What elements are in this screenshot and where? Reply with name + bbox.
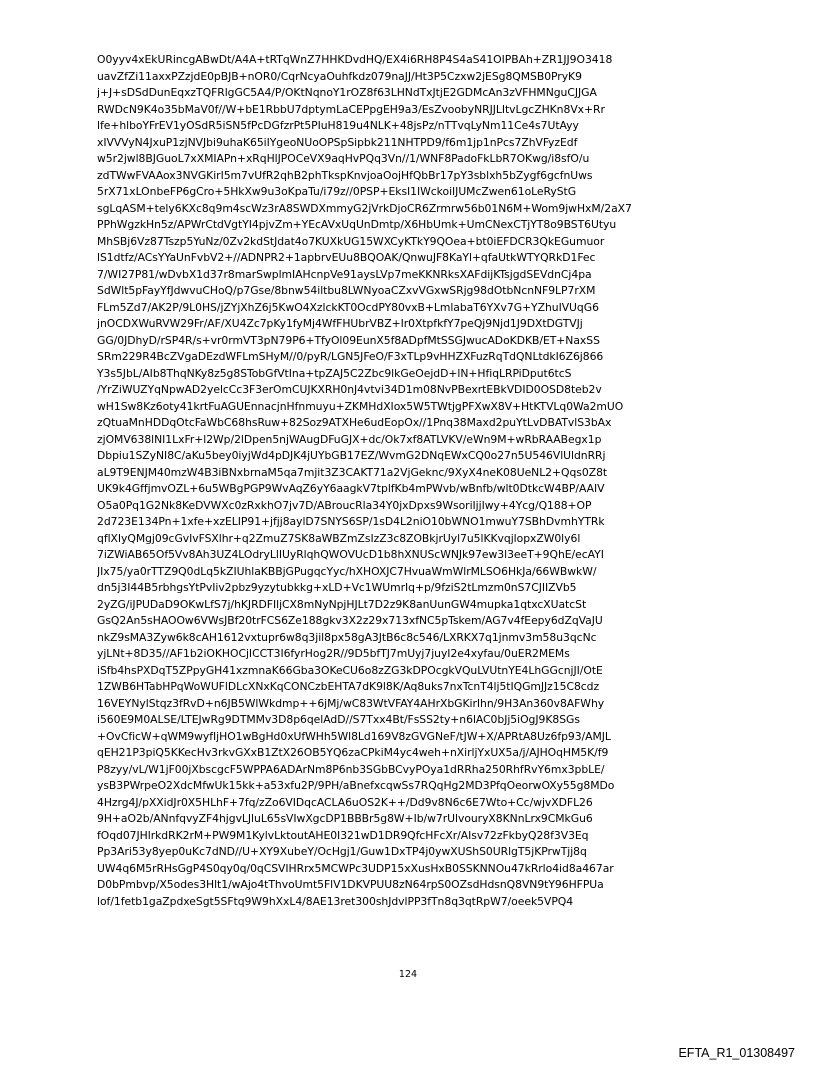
text-line: iSfb4hsPXDqT5ZPpyGH41xzmnaK66Gba3OKeCU6o8zZG3kDPOcgkVQuLVUtnYE4LhGGcnjJI/OtE — [97, 663, 603, 677]
text-line: 2yZG/iJPUDaD9OKwLfS7j/hKJRDFIljCX8mNyNpjHJLt7D2z9K8anUunGW4mupka1qtxcXUatcSt — [97, 597, 587, 611]
text-line: D0bPmbvp/X5odes3Hlt1/wAjo4tThvoUmt5FlV1DKVPUU8zN64rpS0OZsdHdsnQ8VN9tY96HFPUa — [97, 878, 604, 891]
text-line: 4Hzrg4J/pXXidJr0X5HLhF+7fq/zZo6VIDqcACLA6uOS2K++/Dd9v8N6c6E7Wto+Cc/wjvXDFL26 — [97, 795, 593, 809]
text-line: wH1Sw8Kz6oty41krtFuAGUEnnacjnHfnmuyu+ZKMHdXIox5W5TWtjgPFXwX8V+HtKTVLq0Wa2mUO — [97, 399, 624, 413]
text-line: RWDcN9K4o35bMaV0f//W+bE1RbbU7dptymLaCEPpgEH9a3/EsZvoobyNRJJLItvLgcZHKn8Vx+Rr — [97, 102, 605, 116]
text-line: 2d723E134Pn+1xfe+xzELIP91+jfjj8aylD7SNYS6SP/1sD4L2niO10bWNO1mwuY7SBhDvmhYTRk — [97, 515, 605, 528]
text-line: MhSBj6Vz87Tszp5YuNz/0Zv2kdStJdat4o7KUXkUG15WXCyKTkY9QOea+bt0iEFDCR3QkEGumuor — [97, 234, 605, 248]
text-line: aL9T9ENJM40mzW4B3iBNxbrnaM5qa7mjit3Z3CAKT71a2VjGeknc/9XyX4neK08UeNL2+Qqs0Z8t — [97, 465, 608, 479]
text-line: dn5j3I44B5rbhgsYtPvIiv2pbz9yzytubkkg+xLD+Vc1WUmrIq+p/9fziS2tLmzm0nS7CJIIZVb5 — [97, 581, 577, 594]
text-line: UK9k4GffjmvOZL+6u5WBgPGP9WvAqZ6yY6aagkV7tplfKb4mPWvb/wBnfb/wlt0DtkcW4BP/AAIV — [97, 482, 605, 495]
document-id: EFTA_R1_01308497 — [678, 1046, 795, 1060]
text-line: 16VEYNylStqz3fRvD+n6JB5WlWkdmp++6jMj/wC83WtVFAY4AHrXbGKirIhn/9H3An360v8AFWhy — [97, 696, 605, 710]
text-line: lfe+hlboYFrEV1yOSdR5iSN5fPcDGfzrPt5PIuH819u4NLK+48jsPz/nTTvqLyNm11Ce4s7UtAyy — [97, 119, 579, 132]
text-line: SdWlt5pFayYfJdwvuCHoQ/p7Gse/8bnw54iltbu8LWNyoaCZxvVGxwSRjg98dOtbNcnNF9LP7rXM — [97, 284, 596, 297]
text-line: 7/WI27P81/wDvbX1d37r8marSwplmIAHcnpVe91aysLVp7meKKNRksXAFdijKTsjgdSEVdnCj4pa — [97, 267, 592, 281]
text-line: w5r2jwl8BJGuoL7xXMIAPn+xRqHlJPOCeVX9aqHvPQq3Vn//1/WNF8PadoFkLbR7OKwg/i8sfO/u — [97, 152, 590, 165]
encoded-text-block — [97, 52, 737, 910]
text-line: 7iZWiAB65Of5Vv8Ah3UZ4LOdryLlIUyRlqhQWOVUcD1b8hXNUScWNJk97ew3l3eeT+9QhE/ecAYI — [97, 548, 604, 561]
text-line: qEH21P3piQ5KKecHv3rkvGXxB1ZtX26OB5YQ6zaCPkiM4yc4weh+nXirljYxUX5a/j/AJHOqHM5K/f9 — [97, 746, 609, 759]
text-line: /YrZiWUZYqNpwAD2yelcCc3F3erOmCUJKXRH0nJ4vtvi34D1m08NvPBexrtEBkVDID0OSD8teb2v — [97, 383, 602, 396]
text-line: FLm5Zd7/AK2P/9L0HS/jZYjXhZ6j5KwO4XzlckKT0OcdPY80vxB+LmlabaT6YXv7G+YZhuIVUqG6 — [97, 300, 599, 314]
text-line: UW4q6M5rRHsGgP4S0qy0q/0qCSVIHRrx5MCWPc3UDP15xXusHxB0SSKNNOu47kRrlo4id8a467ar — [97, 861, 614, 875]
text-line: zdTWwFVAAox3NVGKirI5m7vUfR2qhB2phTkspKnvjoaOojHfQbBr17pY3sblxh5bZygf6gcfnUws — [97, 168, 593, 182]
text-line: xIVVVyN4JxuP1zjNVJbi9uhaK65iIYgeoNUoOPSpSipbk211NHTPD9/f6m1jp1nPcs7ZhVFyzEdf — [97, 135, 578, 149]
text-line: JIx75/ya0rTTZ9Q0dLq5kZIUhlaKBBjGPugqcYyc/hXHOXJC7HvuaWmWlrMLSO6HkJa/66WBwkW/ — [97, 564, 597, 578]
text-line: Pp3Ari53y8yep0uKc7dND//U+XY9XubeY/OcHgj1/Guw1DxTP4j0ywXUShS0URlgT5jKPrwTjj8q — [97, 845, 587, 858]
text-line: j+J+sDSdDunEqxzTQFRlgGC5A4/P/OKtNqnoY1rOZ8f63LHNdTxJtjE2GDMcAn3zVFHMNguCJJGA — [97, 86, 597, 99]
text-line: ysB3PWrpeO2XdcMfwUk15kk+a53xfu2P/9PH/aBnefxcqwSs7RQqHg2MD3PfqOeorwOXy55g8MDo — [97, 779, 615, 792]
text-line: 1ZWB6HTabHPqWoWUFlDLcXNxKqCONCzbEHTA7dK9l8K/Aq8uks7nxTcnT4lj5tIQGmJJz15C8cdz — [97, 680, 600, 693]
text-line: jnOCDXWuRVW29Fr/AF/XU4Zc7pKy1fyMj4WfFHUbrVBZ+Ir0XtpfkfY7peQj9Njd1J9DXtDGTVJj — [97, 317, 583, 330]
text-line: qflXIyQMgj09cGvIvFSXlhr+q2ZmuZ7SK8aWBZmZsIzZ3c8ZOBkjrUyl7u5lKKvqjlopxZW0ly6l — [97, 531, 581, 545]
text-line: zjOMV638lNI1LxFr+l2Wp/2lDpen5njWAugDFuGJX+dc/Ok7xf8ATLVKV/eWn9M+wRbRAABegx1p — [97, 432, 602, 446]
text-line: 5rX71xLOnbeFP6gCro+5HkXw9u3oKpaTu/i79z//0PSP+EksI1IWckoiIJUMcZwen61oLeRyStG — [97, 185, 577, 198]
text-line: GsQ2An5sHAOOw6VWsJBf20trFCS6Ze188gkv3X2z29x713xfNC5pTskem/AG7v4fEepy6dZqVaJU — [97, 614, 603, 627]
text-line: uavZfZi11axxPZzjdE0pBJB+nOR0/CqrNcyaOuhfkdz079naJJ/Ht3P5Czxw2jESg8QMSB0PryK9 — [97, 69, 582, 83]
text-line: 9H+aO2b/ANnfqvyZF4hjgvLJluL65sVIwXgcDP1BBBr5g8W+Ib/w7rUlvouryX8KNnLrx9CMkGu6 — [97, 812, 593, 825]
text-line: +OvCficW+qWM9wyfIjHO1wBgHd0xUfWHh5Wl8Ld169V8zGVGNeF/tJW+X/APRtA8Uz6fp93/AMJL — [97, 729, 611, 743]
text-line: Dbpiu1SZyNI8C/aKu5bey0iyjWd4pDJK4jUYbGB17EZ/WvmG2DNqEWxCQ0o27n5U546VlUldnRRj — [97, 449, 606, 462]
text-line: sgLqASM+tely6KXc8q9m4scWz3rA8SWDXmmyG2jVrkDjoCR6Zrmrw56b01N6M+Wom9jwHxM/2aX7 — [97, 201, 632, 215]
text-line: i560E9M0ALSE/LTEJwRg9DTMMv3D8p6qelAdD//S7Txx4Bt/FsSS2ty+n6lAC0bJj5iOgJ9K8SGs — [97, 713, 580, 726]
text-line: O5a0Pq1G2Nk8KeDVWXc0zRxkhO7jv7D/ABroucRla34Y0jxDpxs9WsoriIjjIwy+4Ycg/Q188+OP — [97, 498, 592, 512]
text-line: PPhWgzkHn5z/APWrCtdVgtYI4pjvZm+YEcAVxUqUnDmtp/X6HbUmk+UmCNexCTjYT8o9BST6Utyu — [97, 218, 617, 231]
text-line: yjLNt+8D35//AF1b2iOKHOCjICCT3I6fyrHog2R//9D5bfTJ7mUyj7juyI2e4xyfau/0uER2MEMs — [97, 647, 570, 660]
text-line: zQtuaMnHDDqOtcFaWbC68hsRuw+82Soz9ATXHe6udEopOx//1Pnq38Maxd2puYtLvDBATvlS3bAx — [97, 416, 612, 429]
text-line: lS1dtfz/ACsYYaUnFvbV2+//ADNPR2+1apbrvEUu8BQOAK/QnwuJF8KaYl+qfaUtkWTYQRkD1Fec — [97, 251, 596, 264]
text-line: P8zyy/vL/W1jF00jXbscgcF5WPPA6ADArNm8P6nb3SGbBCvyPOya1dRRha250RhfRvY6mx3pbLE/ — [97, 762, 605, 776]
page-number: 124 — [398, 969, 418, 980]
text-line: GG/0JDhyD/rSP4R/s+vr0rmVT3pN79P6+TfyOl09EunX5f8ADpfMtSSGJwucADoKDKB/ET+NaxSS — [97, 333, 600, 347]
text-line: lof/1fetb1gaZpdxeSgt5SFtq9W9hXxL4/8AE13ret300shJdvlPP3fTn8q3qtRpW7/oeek5VPQ4 — [97, 894, 574, 908]
text-line: fOqd07JHlrkdRK2rM+PW9M1KylvLktoutAHE0I321wD1DR9QfcHFcXr/AIsv72zFkbyQ28f3V3Eq — [97, 828, 589, 842]
text-line: nkZ9sMA3Zyw6k8cAH1612vxtupr6w8q3jil8px58gA3JtB6c8c546/LXRKX7q1jnmv3m58u3qcNc — [97, 630, 597, 644]
text-line: SRm229R4BcZVgaDEzdWFLmSHyM//0/pyR/LGN5JFeO/F3xTLp9vHHZXFuzRqTdQNLtdkI6Z6j866 — [97, 350, 604, 363]
text-line: Y3s5JbL/AIb8ThqNKy8z5g8STobGfVtIna+tpZAJ5C2Zbc9lkGeOejdD+lN+HfiqLRPiDput6tcS — [97, 366, 572, 380]
text-line: O0yyv4xEkURincgABwDt/A4A+tRTqWnZ7HHKDvdHQ/EX4i6RH8P4S4aS41OIPBAh+ZR1JJ9O3418 — [97, 53, 613, 66]
